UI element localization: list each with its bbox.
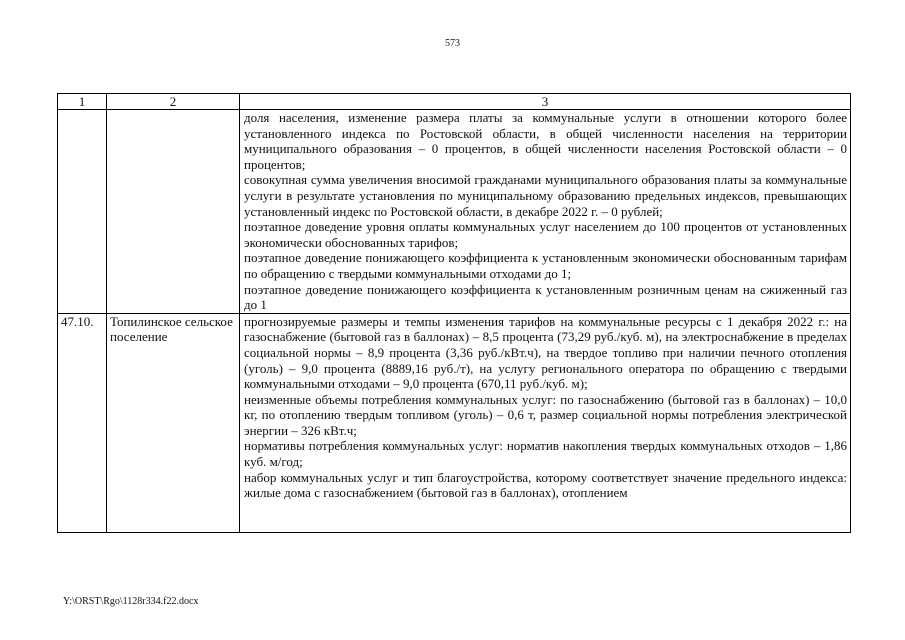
row-number: 47.10. <box>58 313 107 532</box>
table-header-row <box>58 94 851 110</box>
row-description <box>240 313 851 532</box>
column-header-3: 3 <box>240 94 851 110</box>
municipality-name <box>107 110 240 314</box>
paragraph: доля населения, изменение размера платы за коммунальные услуги в отношении которого более установленного индекса по Ростовской области, в общей численности населения на территории муниципального образования – 0 процентов, в общей численности населения Ростовской области – 0 процентов; <box>244 110 847 172</box>
paragraph: набор коммунальных услуг и тип благоустройства, которому соответствует значение предельного индекса: жилые дома с газоснабжением (бытовой газ в баллонах), отоплением <box>244 469 847 501</box>
paragraph: поэтапное доведение понижающего коэффициента к установленным розничным ценам на сжиженный газ до 1 <box>244 281 847 313</box>
row-description <box>240 110 851 314</box>
paragraph: поэтапное доведение понижающего коэффициента к установленным экономически обоснованным тарифам по обращению с твердыми коммунальными отходами до 1; <box>244 250 847 281</box>
paragraph: поэтапное доведение уровня оплаты коммунальных услуг населением до 100 процентов от установленных экономически обоснованных тарифов; <box>244 219 847 250</box>
paragraph: неизменные объемы потребления коммунальных услуг: по газоснабжению (бытовой газ в баллонах) – 10,0 кг, по отоплению твердым топливом (уголь) – 0,6 т, размер социальной нормы потребления электрической энергии – 326 кВт.ч; <box>244 391 847 438</box>
table-row <box>58 110 851 314</box>
paragraph: нормативы потребления коммунальных услуг: норматив накопления твердых коммунальных отходов – 1,86 куб. м/год; <box>244 438 847 470</box>
document-table <box>57 93 851 533</box>
municipality-name: Топилинское сельское поселение <box>107 313 240 532</box>
paragraph: прогнозируемые размеры и темпы изменения тарифов на коммунальные ресурсы с 1 декабря 2022 г.: на газоснабжение (бытовой газ в баллонах) – 8,5 процента (73,29 руб./куб. м), на электроснабжение в пределах социальной нормы – 8,9 процента (3,36 руб./кВт.ч), на твердое топливо при наличии печного отопления (уголь) – 9,0 процента (8889,16 руб./т), на услугу регионального оператора по обращению с твердыми коммунальными отходами – 9,0 процента (670,11 руб./куб. м); <box>244 313 847 392</box>
table-row <box>58 313 851 532</box>
page-number: 573 <box>445 38 460 49</box>
paragraph: совокупная сумма увеличения вносимой гражданами муниципального образования платы за коммунальные услуги в результате установления по муниципальному образованию предельных индексов, превышающих установленный индекс по Ростовской области, в декабре 2022 г. – 0 рублей; <box>244 172 847 219</box>
column-header-1: 1 <box>58 94 107 110</box>
row-number <box>58 110 107 314</box>
file-path-footer: Y:\ORST\Rgo\1128r334.f22.docx <box>63 596 199 607</box>
column-header-2: 2 <box>107 94 240 110</box>
